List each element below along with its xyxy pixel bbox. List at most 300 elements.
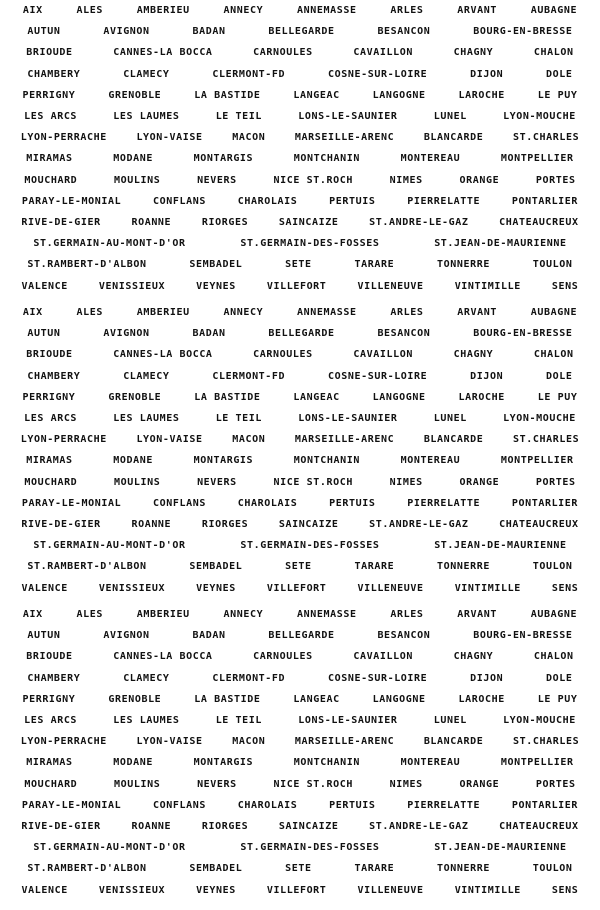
station-name: VILLENEUVE — [357, 280, 424, 292]
station-name: SEMBADEL — [189, 561, 243, 573]
station-name: PONTARLIER — [511, 799, 579, 811]
station-name: CARNOULES — [253, 349, 313, 361]
station-name: SETE — [285, 863, 312, 875]
station-name: ST.GERMAIN-DES-FOSSES — [240, 842, 380, 854]
station-name: ANNEMASSE — [297, 307, 357, 319]
station-name: TONNERRE — [437, 561, 490, 573]
station-row — [0, 233, 600, 254]
station-name: AUBAGNE — [530, 5, 578, 17]
station-name: VINTIMILLE — [454, 582, 521, 594]
station-name: PARAY-LE-MONIAL — [21, 799, 122, 811]
station-name: VILLENEUVE — [357, 884, 424, 896]
station-name: CAVAILLON — [353, 47, 413, 59]
station-name: TONNERRE — [437, 863, 490, 875]
station-name: TARARE — [354, 561, 395, 573]
station-row — [0, 366, 600, 387]
station-name: ALES — [76, 307, 103, 319]
station-row — [0, 21, 600, 42]
station-name: LUNEL — [433, 111, 467, 123]
station-name: PERRIGNY — [22, 89, 76, 101]
station-name: MACON — [232, 132, 266, 144]
station-name: PIERRELATTE — [407, 799, 481, 811]
station-name: MIRAMAS — [26, 455, 73, 467]
station-name: ST.ANDRE-LE-GAZ — [369, 216, 469, 228]
station-name: CHAROLAIS — [237, 799, 298, 811]
station-name: ALES — [76, 5, 103, 17]
station-name: PERTUIS — [329, 799, 376, 811]
station-name: VINTIMILLE — [454, 280, 521, 292]
station-name: RIVE-DE-GIER — [21, 820, 101, 832]
station-name: NIMES — [389, 476, 423, 488]
station-name: NIMES — [389, 778, 423, 790]
station-name: AVIGNON — [103, 328, 150, 340]
station-row — [0, 254, 600, 275]
station-row — [0, 710, 600, 731]
station-name: CHALON — [533, 349, 574, 361]
station-name: BADAN — [192, 630, 226, 642]
station-name: AVIGNON — [103, 630, 150, 642]
station-name: COSNE-SUR-LOIRE — [327, 672, 428, 684]
station-name: TOULON — [532, 561, 573, 573]
station-row — [0, 879, 600, 900]
station-name: CLERMONT-FD — [212, 672, 286, 684]
station-name: ST.ANDRE-LE-GAZ — [369, 518, 469, 530]
station-name: LONS-LE-SAUNIER — [298, 111, 398, 123]
station-name: VILLEFORT — [266, 884, 327, 896]
station-name: AVIGNON — [103, 26, 150, 38]
station-name: ST.JEAN-DE-MAURIENNE — [434, 842, 567, 854]
station-name: NICE ST.ROCH — [273, 476, 353, 488]
station-row — [0, 774, 600, 795]
station-name: PORTES — [535, 778, 576, 790]
station-row — [0, 302, 600, 323]
station-name: MONTPELLIER — [500, 757, 574, 769]
station-row — [0, 556, 600, 577]
station-name: PARAY-LE-MONIAL — [21, 195, 122, 207]
station-row — [0, 668, 600, 689]
station-name: LE PUY — [537, 693, 578, 705]
station-name: LAROCHE — [458, 693, 505, 705]
station-name: AMBERIEU — [136, 307, 190, 319]
station-name: CHAMBERY — [27, 68, 81, 80]
station-name: BLANCARDE — [423, 736, 484, 748]
station-name: LE TEIL — [215, 413, 263, 425]
station-name: VEYNES — [196, 582, 236, 594]
station-name: CLERMONT-FD — [212, 68, 286, 80]
station-name: MODANE — [113, 757, 153, 769]
station-name: ORANGE — [459, 174, 500, 186]
station-name: NEVERS — [197, 778, 237, 790]
station-name: DIJON — [470, 68, 504, 80]
station-name: LYON-MOUCHE — [503, 715, 576, 727]
station-name: LES ARCS — [24, 111, 78, 123]
station-name: MONTPELLIER — [500, 455, 574, 467]
station-name: COSNE-SUR-LOIRE — [327, 370, 428, 382]
station-row — [0, 387, 600, 408]
station-list-block — [0, 0, 600, 290]
station-name: BELLEGARDE — [268, 328, 335, 340]
station-name: SETE — [285, 259, 312, 271]
station-name: ANNEMASSE — [297, 609, 357, 621]
station-name: LANGEAC — [293, 391, 340, 403]
station-name: MOUCHARD — [24, 476, 78, 488]
station-name: CONFLANS — [152, 497, 206, 509]
station-name: LONS-LE-SAUNIER — [298, 715, 398, 727]
station-name: DOLE — [546, 68, 573, 80]
station-name: MONTEREAU — [400, 757, 461, 769]
station-name: LES LAUMES — [113, 413, 180, 425]
station-row — [0, 535, 600, 556]
station-name: GRENOBLE — [108, 89, 162, 101]
station-name: ST.JEAN-DE-MAURIENNE — [434, 238, 567, 250]
station-name: ST.RAMBERT-D'ALBON — [27, 259, 147, 271]
station-name: ST.JEAN-DE-MAURIENNE — [434, 540, 567, 552]
station-name: CAVAILLON — [353, 349, 413, 361]
station-name: RIORGES — [201, 820, 249, 832]
station-row — [0, 106, 600, 127]
station-name: ARLES — [390, 307, 424, 319]
station-name: CARNOULES — [253, 651, 313, 663]
station-name: AUBAGNE — [530, 609, 578, 621]
station-name: LYON-MOUCHE — [503, 413, 576, 425]
station-name: CHATEAUCREUX — [499, 518, 579, 530]
station-name: PONTARLIER — [511, 497, 579, 509]
station-row — [0, 514, 600, 535]
station-name: LA BASTIDE — [194, 89, 261, 101]
station-name: BRIOUDE — [26, 651, 73, 663]
station-row — [0, 450, 600, 471]
station-name: PORTES — [535, 174, 576, 186]
station-name: PORTES — [535, 476, 576, 488]
station-list-block — [0, 604, 600, 894]
station-name: PERTUIS — [329, 497, 376, 509]
station-name: MONTCHANIN — [293, 153, 361, 165]
station-row — [0, 816, 600, 837]
station-name: NICE ST.ROCH — [273, 778, 353, 790]
station-name: PARAY-LE-MONIAL — [21, 497, 122, 509]
station-name: CHAMBERY — [27, 370, 81, 382]
station-name: AIX — [22, 5, 43, 17]
station-name: AMBERIEU — [136, 5, 190, 17]
station-name: DOLE — [546, 672, 573, 684]
station-name: SENS — [551, 582, 579, 594]
station-row — [0, 408, 600, 429]
station-name: LYON-VAISE — [136, 132, 203, 144]
station-name: MIRAMAS — [26, 757, 73, 769]
station-row — [0, 275, 600, 296]
station-row — [0, 577, 600, 598]
station-row — [0, 795, 600, 816]
station-name: LYON-PERRACHE — [20, 434, 107, 446]
station-name: LAROCHE — [458, 89, 505, 101]
station-list-block — [0, 302, 600, 592]
station-name: TONNERRE — [437, 259, 490, 271]
station-name: LANGOGNE — [372, 391, 426, 403]
station-name: MACON — [232, 736, 266, 748]
station-name: CARNOULES — [253, 47, 313, 59]
station-name: ANNECY — [223, 5, 264, 17]
station-name: MODANE — [113, 153, 153, 165]
station-name: BOURG-EN-BRESSE — [473, 328, 573, 340]
station-row — [0, 731, 600, 752]
station-name: RIORGES — [201, 518, 249, 530]
station-name: LES LAUMES — [113, 111, 180, 123]
station-row — [0, 344, 600, 365]
station-row — [0, 646, 600, 667]
station-name: MIRAMAS — [26, 153, 73, 165]
station-name: MARSEILLE-ARENC — [294, 736, 395, 748]
station-name: PIERRELATTE — [407, 497, 481, 509]
station-row — [0, 212, 600, 233]
station-name: VEYNES — [196, 280, 236, 292]
station-name: LE TEIL — [215, 111, 263, 123]
station-name: VEYNES — [196, 884, 236, 896]
station-name: BADAN — [192, 26, 226, 38]
station-name: PIERRELATTE — [407, 195, 481, 207]
station-name: ARVANT — [457, 307, 497, 319]
station-name: DIJON — [470, 672, 504, 684]
station-name: LES ARCS — [24, 413, 78, 425]
station-name: CHAGNY — [453, 651, 494, 663]
station-name: CLERMONT-FD — [212, 370, 286, 382]
station-name: CHAROLAIS — [237, 497, 298, 509]
station-name: LANGEAC — [293, 693, 340, 705]
station-name: VALENCE — [21, 280, 68, 292]
station-row — [0, 837, 600, 858]
station-name: ORANGE — [459, 476, 500, 488]
station-name: RIORGES — [201, 216, 249, 228]
station-name: ST.GERMAIN-AU-MONT-D'OR — [33, 842, 186, 854]
station-name: BELLEGARDE — [268, 630, 335, 642]
station-row — [0, 689, 600, 710]
station-name: MONTARGIS — [193, 455, 254, 467]
station-name: SEMBADEL — [189, 259, 243, 271]
station-name: LONS-LE-SAUNIER — [298, 413, 398, 425]
station-name: LANGOGNE — [372, 693, 426, 705]
station-name: COSNE-SUR-LOIRE — [327, 68, 428, 80]
station-name: ROANNE — [131, 518, 172, 530]
station-name: ARLES — [390, 5, 424, 17]
station-name: VILLEFORT — [266, 280, 327, 292]
station-name: MONTCHANIN — [293, 757, 361, 769]
station-name: CLAMECY — [123, 68, 170, 80]
station-name: LA BASTIDE — [194, 391, 261, 403]
station-name: BESANCON — [377, 26, 431, 38]
station-name: VALENCE — [21, 582, 68, 594]
station-name: DIJON — [470, 370, 504, 382]
station-name: SENS — [551, 280, 579, 292]
station-name: SAINCAIZE — [278, 820, 339, 832]
station-name: CAVAILLON — [353, 651, 413, 663]
station-name: ST.GERMAIN-AU-MONT-D'OR — [33, 238, 186, 250]
station-row — [0, 170, 600, 191]
station-name: NICE ST.ROCH — [273, 174, 353, 186]
station-name: SENS — [551, 884, 579, 896]
station-row — [0, 0, 600, 21]
station-name: CONFLANS — [152, 195, 206, 207]
station-name: RIVE-DE-GIER — [21, 518, 101, 530]
station-name: VILLENEUVE — [357, 582, 424, 594]
station-name: NEVERS — [197, 174, 237, 186]
station-name: LE TEIL — [215, 715, 263, 727]
station-name: ANNECY — [223, 307, 264, 319]
station-name: MOULINS — [114, 174, 161, 186]
station-row — [0, 191, 600, 212]
station-name: ORANGE — [459, 778, 500, 790]
station-name: SAINCAIZE — [278, 216, 339, 228]
station-name: CHAGNY — [453, 47, 494, 59]
station-name: CANNES-LA BOCCA — [113, 47, 213, 59]
station-name: ANNEMASSE — [297, 5, 357, 17]
station-name: ST.RAMBERT-D'ALBON — [27, 561, 147, 573]
station-name: BOURG-EN-BRESSE — [473, 630, 573, 642]
station-row — [0, 625, 600, 646]
station-row — [0, 429, 600, 450]
station-name: ST.GERMAIN-DES-FOSSES — [240, 540, 380, 552]
station-row — [0, 493, 600, 514]
station-name: ARLES — [390, 609, 424, 621]
station-name: MODANE — [113, 455, 153, 467]
station-name: SETE — [285, 561, 312, 573]
station-name: LUNEL — [433, 413, 467, 425]
station-name: CHALON — [533, 651, 574, 663]
station-name: NEVERS — [197, 476, 237, 488]
station-row — [0, 127, 600, 148]
station-name: ST.CHARLES — [512, 434, 580, 446]
station-name: LE PUY — [537, 391, 578, 403]
station-name: ALES — [76, 609, 103, 621]
station-name: ST.ANDRE-LE-GAZ — [369, 820, 469, 832]
station-name: BLANCARDE — [423, 434, 484, 446]
station-name: LYON-PERRACHE — [20, 736, 107, 748]
station-name: CHAROLAIS — [237, 195, 298, 207]
station-row — [0, 472, 600, 493]
station-name: AUBAGNE — [530, 307, 578, 319]
station-name: TARARE — [354, 863, 395, 875]
station-row — [0, 752, 600, 773]
station-name: MOUCHARD — [24, 778, 78, 790]
station-name: PERRIGNY — [22, 391, 76, 403]
station-name: MONTCHANIN — [293, 455, 361, 467]
station-name: ST.CHARLES — [512, 736, 580, 748]
station-name: CHAMBERY — [27, 672, 81, 684]
station-name: LANGOGNE — [372, 89, 426, 101]
station-name: ROANNE — [131, 820, 172, 832]
station-name: AIX — [22, 307, 43, 319]
station-name: SAINCAIZE — [278, 518, 339, 530]
station-name: CANNES-LA BOCCA — [113, 349, 213, 361]
station-name: ARVANT — [457, 5, 497, 17]
station-name: MARSEILLE-ARENC — [294, 434, 395, 446]
station-name: ST.RAMBERT-D'ALBON — [27, 863, 147, 875]
station-name: AIX — [22, 609, 43, 621]
station-name: AUTUN — [27, 328, 61, 340]
station-name: LANGEAC — [293, 89, 340, 101]
station-name: LUNEL — [433, 715, 467, 727]
station-name: MONTEREAU — [400, 455, 461, 467]
station-name: VALENCE — [21, 884, 68, 896]
station-name: MONTPELLIER — [500, 153, 574, 165]
station-name: LAROCHE — [458, 391, 505, 403]
station-name: LYON-PERRACHE — [20, 132, 107, 144]
station-name: PERRIGNY — [22, 693, 76, 705]
station-name: CONFLANS — [152, 799, 206, 811]
station-name: PERTUIS — [329, 195, 376, 207]
station-name: ST.CHARLES — [512, 132, 580, 144]
station-name: LYON-VAISE — [136, 736, 203, 748]
station-name: BOURG-EN-BRESSE — [473, 26, 573, 38]
station-name: BADAN — [192, 328, 226, 340]
station-row — [0, 42, 600, 63]
station-name: ST.GERMAIN-DES-FOSSES — [240, 238, 380, 250]
station-name: MOULINS — [114, 476, 161, 488]
station-name: BESANCON — [377, 328, 431, 340]
station-name: MARSEILLE-ARENC — [294, 132, 395, 144]
station-name: GRENOBLE — [108, 391, 162, 403]
station-name: SEMBADEL — [189, 863, 243, 875]
station-name: LYON-MOUCHE — [503, 111, 576, 123]
station-name: CHALON — [533, 47, 574, 59]
station-row — [0, 858, 600, 879]
station-name: CHATEAUCREUX — [499, 216, 579, 228]
station-name: CHATEAUCREUX — [499, 820, 579, 832]
station-name: CANNES-LA BOCCA — [113, 651, 213, 663]
station-name: BRIOUDE — [26, 47, 73, 59]
station-name: MACON — [232, 434, 266, 446]
station-name: MONTARGIS — [193, 757, 254, 769]
station-row — [0, 604, 600, 625]
station-name: NIMES — [389, 174, 423, 186]
station-name: AMBERIEU — [136, 609, 190, 621]
station-name: TOULON — [532, 259, 573, 271]
station-name: LA BASTIDE — [194, 693, 261, 705]
station-name: BRIOUDE — [26, 349, 73, 361]
station-name: TARARE — [354, 259, 395, 271]
station-name: MOUCHARD — [24, 174, 78, 186]
station-name: GRENOBLE — [108, 693, 162, 705]
station-name: VENISSIEUX — [98, 884, 166, 896]
station-name: CHAGNY — [453, 349, 494, 361]
station-name: RIVE-DE-GIER — [21, 216, 101, 228]
station-name: LES ARCS — [24, 715, 78, 727]
station-name: AUTUN — [27, 630, 61, 642]
station-name: VINTIMILLE — [454, 884, 521, 896]
station-name: ARVANT — [457, 609, 497, 621]
station-row — [0, 85, 600, 106]
station-name: ANNECY — [223, 609, 264, 621]
station-row — [0, 148, 600, 169]
station-name: MONTEREAU — [400, 153, 461, 165]
station-name: VENISSIEUX — [98, 280, 166, 292]
station-name: CLAMECY — [123, 672, 170, 684]
station-name: LYON-VAISE — [136, 434, 203, 446]
station-name: DOLE — [546, 370, 573, 382]
station-name: LES LAUMES — [113, 715, 180, 727]
station-name: BESANCON — [377, 630, 431, 642]
station-name: LE PUY — [537, 89, 578, 101]
station-name: VENISSIEUX — [98, 582, 166, 594]
station-name: VILLEFORT — [266, 582, 327, 594]
station-name: ST.GERMAIN-AU-MONT-D'OR — [33, 540, 186, 552]
station-row — [0, 323, 600, 344]
station-name: AUTUN — [27, 26, 61, 38]
station-name: MOULINS — [114, 778, 161, 790]
station-name: BLANCARDE — [423, 132, 484, 144]
station-name: PONTARLIER — [511, 195, 579, 207]
station-row — [0, 64, 600, 85]
station-name: TOULON — [532, 863, 573, 875]
station-name: BELLEGARDE — [268, 26, 335, 38]
